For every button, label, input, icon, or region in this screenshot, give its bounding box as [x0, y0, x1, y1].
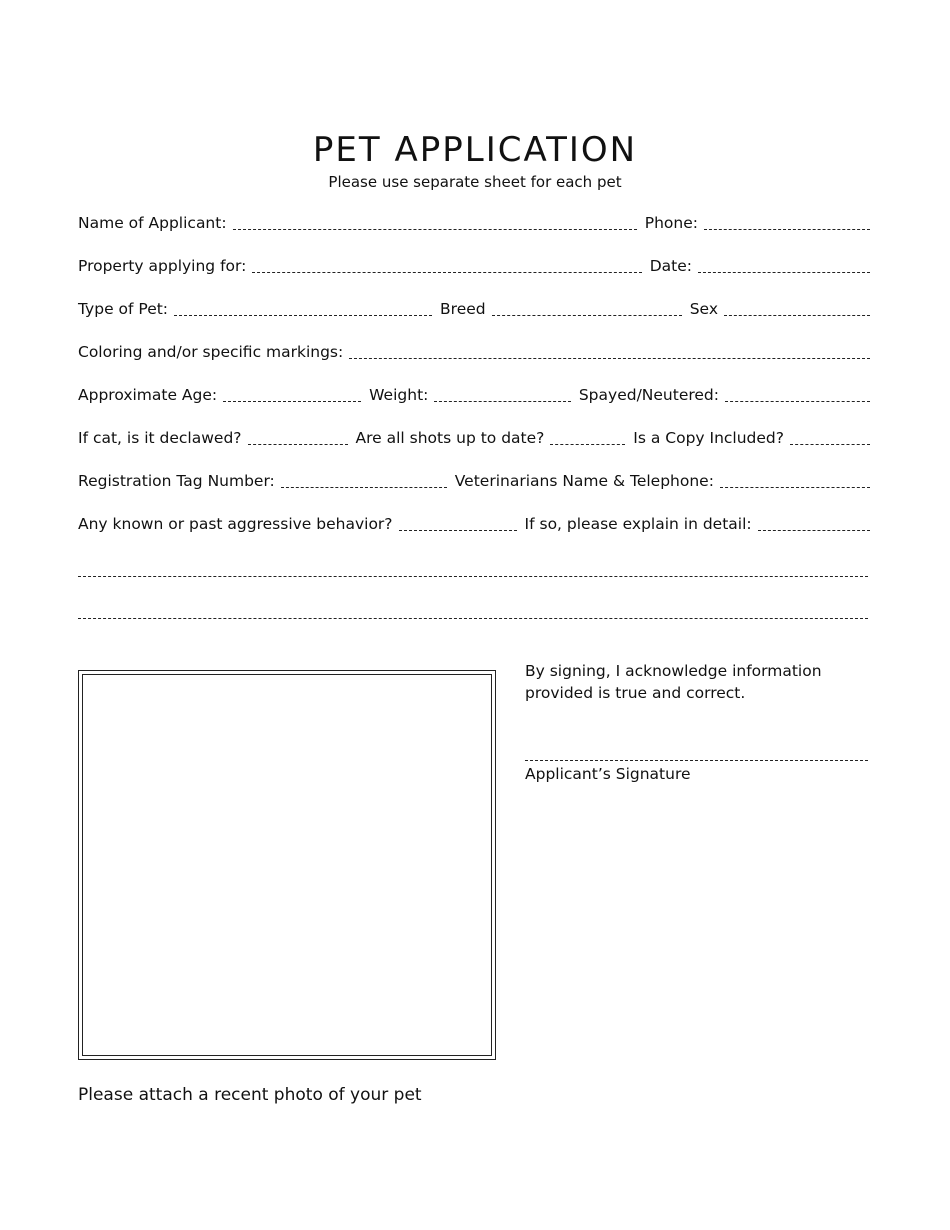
explain-field[interactable] [758, 518, 870, 531]
weight-field[interactable] [434, 389, 570, 402]
declawed-label: If cat, is it declawed? [78, 429, 242, 447]
copy-included-field[interactable] [790, 432, 870, 445]
weight-label: Weight: [369, 386, 429, 404]
declawed-field[interactable] [248, 432, 348, 445]
spayed-neutered-label: Spayed/Neutered: [578, 386, 719, 404]
row-age-weight [78, 386, 870, 404]
spayed-neutered-field[interactable] [725, 389, 870, 402]
row-health [78, 429, 870, 447]
aggressive-behavior-label: Any known or past aggressive behavior? [78, 515, 393, 533]
type-of-pet-label: Type of Pet: [78, 300, 169, 318]
property-field[interactable] [252, 260, 641, 273]
photo-attachment-box[interactable] [78, 670, 496, 1060]
coloring-label: Coloring and/or specific markings: [78, 343, 344, 361]
row-applicant [78, 214, 870, 232]
shots-field[interactable] [550, 432, 625, 445]
photo-inner-frame [82, 674, 492, 1056]
page-subtitle: Please use separate sheet for each pet [328, 173, 622, 191]
type-of-pet-field[interactable] [174, 303, 432, 316]
approximate-age-field[interactable] [223, 389, 361, 402]
explain-line-2[interactable] [78, 618, 868, 619]
date-field[interactable] [698, 260, 870, 273]
veterinarian-label: Veterinarians Name & Telephone: [454, 472, 714, 490]
row-registration [78, 472, 870, 490]
property-label: Property applying for: [78, 257, 247, 275]
sex-label: Sex [689, 300, 718, 318]
aggressive-behavior-field[interactable] [399, 518, 517, 531]
veterinarian-field[interactable] [720, 475, 870, 488]
page-title: PET APPLICATION [312, 130, 638, 170]
shots-label: Are all shots up to date? [355, 429, 545, 447]
explain-label: If so, please explain in detail: [524, 515, 752, 533]
name-of-applicant-field[interactable] [233, 217, 637, 230]
name-of-applicant-label: Name of Applicant: [78, 214, 227, 232]
approximate-age-label: Approximate Age: [78, 386, 218, 404]
acknowledgement-text: By signing, I acknowledge information provided is true and correct. [525, 662, 822, 702]
breed-label: Breed [440, 300, 486, 318]
photo-note: Please attach a recent photo of your pet [78, 1085, 422, 1105]
registration-tag-field[interactable] [281, 475, 447, 488]
registration-tag-label: Registration Tag Number: [78, 472, 275, 490]
copy-included-label: Is a Copy Included? [633, 429, 784, 447]
phone-field[interactable] [704, 217, 870, 230]
row-behavior [78, 515, 870, 533]
explain-line-1[interactable] [78, 576, 868, 577]
sex-field[interactable] [724, 303, 870, 316]
breed-field[interactable] [492, 303, 682, 316]
row-coloring [78, 343, 870, 361]
date-label: Date: [649, 257, 692, 275]
row-pet-type [78, 300, 870, 318]
coloring-field[interactable] [349, 346, 870, 359]
signature-line[interactable] [525, 760, 868, 761]
phone-label: Phone: [644, 214, 698, 232]
signature-label: Applicant’s Signature [525, 765, 691, 783]
row-property [78, 257, 870, 275]
